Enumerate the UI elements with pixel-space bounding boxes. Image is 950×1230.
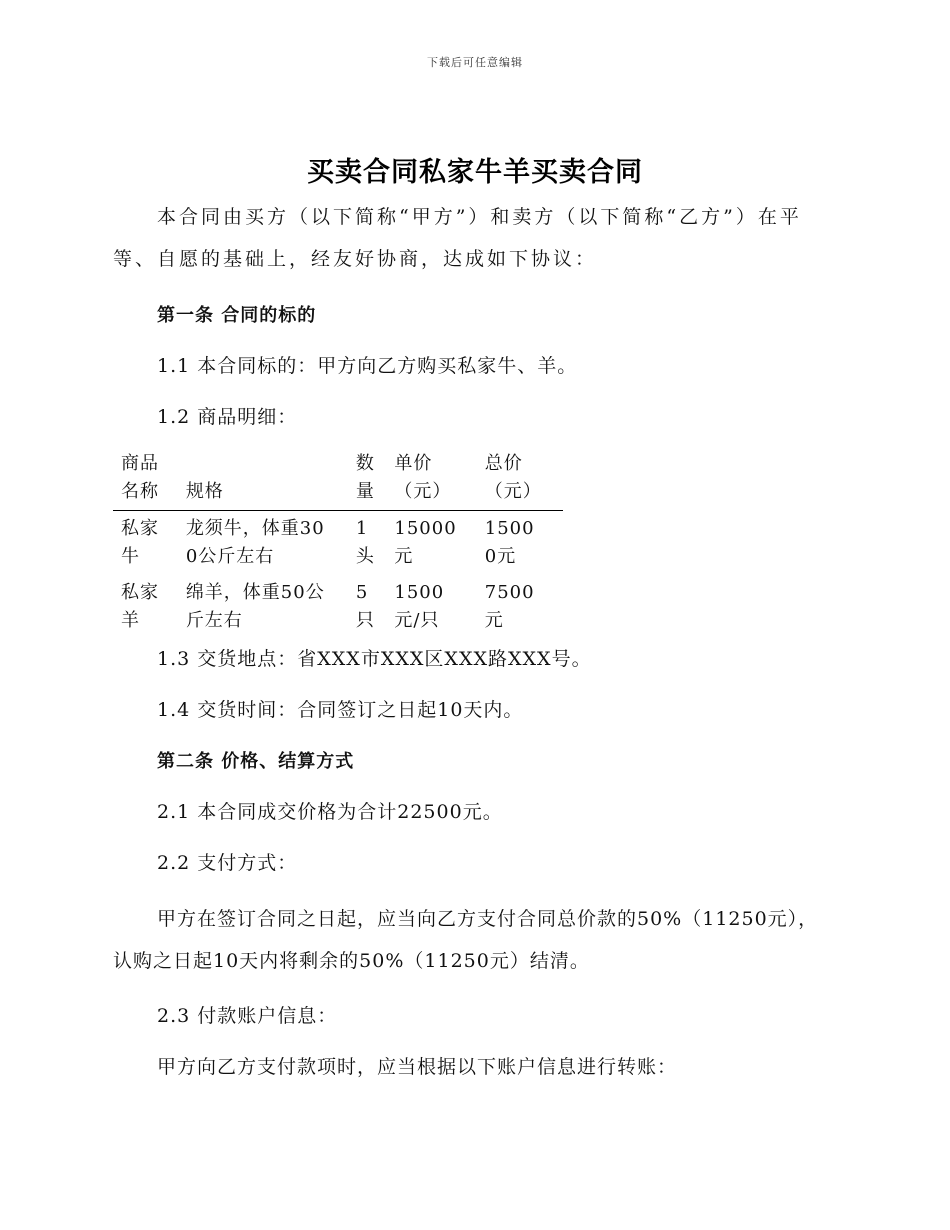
item-2-2: 2.2 支付方式： (157, 852, 298, 874)
header-note: 下载后可任意编辑 (427, 56, 523, 69)
goods-table (113, 450, 563, 639)
cell-name: 私家羊 (121, 582, 159, 631)
document-title: 买卖合同私家牛羊买卖合同 (307, 157, 643, 188)
cell-spec: 龙须牛，体重300公斤左右 (185, 518, 325, 567)
item-1-4: 1.4 交货时间：合同签订之日起10天内。 (157, 699, 524, 721)
cell-qty: 1头 (355, 518, 375, 567)
goods-table-header-row (113, 450, 563, 511)
item-1-2: 1.2 商品明细： (157, 406, 298, 428)
header-total-price: 总价（元） (485, 450, 563, 511)
table-row (113, 511, 563, 576)
article1-heading: 第一条 合同的标的 (157, 305, 317, 326)
cell-name: 私家牛 (121, 518, 159, 567)
cell-unit-price: 1500元/只 (394, 582, 445, 631)
header-name: 商品名称 (113, 450, 186, 511)
header-qty: 数量 (356, 450, 395, 511)
document-body (113, 196, 833, 1084)
cell-total-price: 15000元 (484, 518, 535, 567)
payment-paragraph: 甲方在签订合同之日起，应当向乙方支付合同总价款的50%（11250元），认购之日起10天内将剩余的50%（11250元）结清。 (113, 908, 819, 972)
item-1-1: 1.1 本合同标的：甲方向乙方购买私家牛、羊。 (157, 355, 578, 377)
cell-total-price: 7500元 (484, 582, 535, 631)
intro-paragraph: 本合同由买方（以下简称“甲方”）和卖方（以下简称“乙方”）在平等、自愿的基础上，经友好协商，达成如下协议： (113, 206, 802, 270)
item-2-3: 2.3 付款账户信息： (157, 1005, 338, 1027)
header-unit-price: 单价（元） (394, 450, 484, 511)
header-spec: 规格 (186, 450, 356, 511)
cell-spec: 绵羊，体重50公斤左右 (185, 582, 325, 631)
account-paragraph: 甲方向乙方支付款项时，应当根据以下账户信息进行转账： (157, 1056, 678, 1078)
table-row (113, 575, 563, 639)
cell-unit-price: 15000元 (394, 518, 457, 567)
cell-qty: 5只 (355, 582, 375, 631)
article2-heading: 第二条 价格、结算方式 (157, 751, 355, 772)
item-2-1: 2.1 本合同成交价格为合计22500元。 (157, 801, 503, 823)
item-1-3: 1.3 交货地点：省XXX市XXX区XXX路XXX号。 (157, 648, 592, 670)
